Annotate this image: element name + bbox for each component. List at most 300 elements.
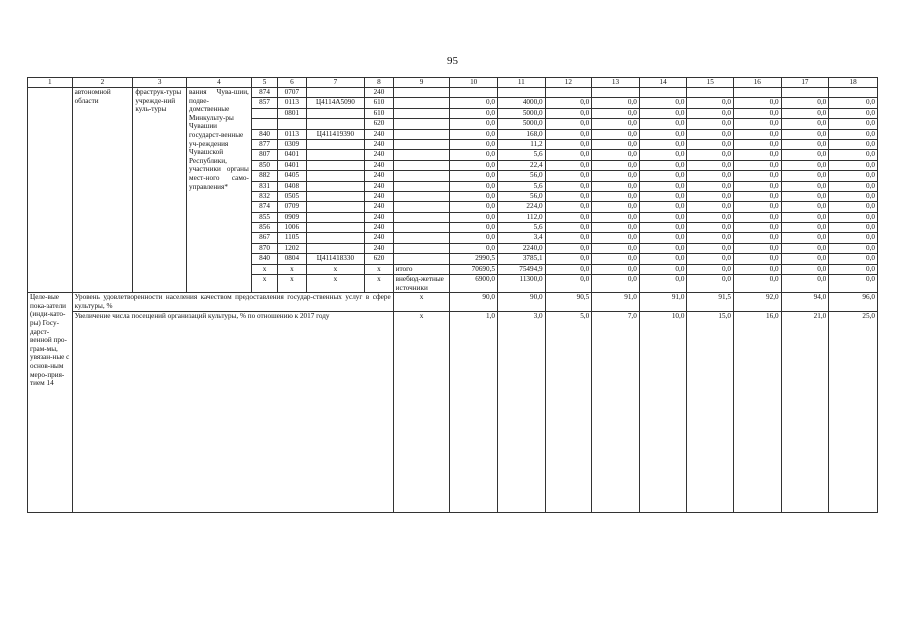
col6-cell: 0401 <box>278 160 306 170</box>
col5-cell: x <box>251 275 277 293</box>
value-cell: 0,0 <box>639 181 687 191</box>
col9-cell <box>393 233 450 243</box>
col9-cell: итого <box>393 264 450 274</box>
col8-cell: 240 <box>365 88 393 98</box>
value-cell: 0,0 <box>687 233 734 243</box>
value-cell: 0,0 <box>450 98 498 108</box>
col7-cell <box>306 191 365 201</box>
col8-cell: 240 <box>365 160 393 170</box>
value-cell: 0,0 <box>687 108 734 118</box>
value-cell: 0,0 <box>734 233 782 243</box>
indicator-value: 21,0 <box>781 312 829 513</box>
col5-cell: 874 <box>251 202 277 212</box>
header-row <box>28 78 878 88</box>
col9-cell <box>393 181 450 191</box>
value-cell: 0,0 <box>639 108 687 118</box>
col8-cell: x <box>365 275 393 293</box>
col5-cell: 840 <box>251 129 277 139</box>
value-cell <box>734 88 782 98</box>
indicator-text: Уровень удовлетворенности населения качеством предоставления государ-ственных услуг в сфере культуры, % <box>72 293 393 312</box>
value-cell: 0,0 <box>829 243 878 253</box>
value-cell: 0,0 <box>687 139 734 149</box>
value-cell: 0,0 <box>734 98 782 108</box>
indicator-value: 3,0 <box>497 312 545 513</box>
value-cell: 0,0 <box>734 223 782 233</box>
indicator-row <box>28 293 878 312</box>
col9-cell <box>393 243 450 253</box>
value-cell: 56,0 <box>497 171 545 181</box>
value-cell: 0,0 <box>639 275 687 293</box>
value-cell: 0,0 <box>781 160 829 170</box>
value-cell: 0,0 <box>734 181 782 191</box>
indicator-value: 91,5 <box>687 293 734 312</box>
value-cell: 2990,5 <box>450 254 498 264</box>
col7-cell: Ц411418330 <box>306 254 365 264</box>
value-cell: 0,0 <box>829 108 878 118</box>
col8-cell: 240 <box>365 191 393 201</box>
column-header: 7 <box>306 78 365 88</box>
value-cell <box>829 88 878 98</box>
value-cell: 0,0 <box>545 202 592 212</box>
value-cell: 0,0 <box>639 223 687 233</box>
value-cell: 0,0 <box>687 212 734 222</box>
col5-cell: 807 <box>251 150 277 160</box>
value-cell: 56,0 <box>497 191 545 201</box>
value-cell: 0,0 <box>829 139 878 149</box>
value-cell <box>545 88 592 98</box>
value-cell: 0,0 <box>734 254 782 264</box>
col7-cell <box>306 108 365 118</box>
value-cell: 0,0 <box>545 129 592 139</box>
value-cell: 0,0 <box>734 212 782 222</box>
value-cell: 0,0 <box>639 233 687 243</box>
indicator-row <box>28 312 878 513</box>
col6-cell: 0113 <box>278 129 306 139</box>
value-cell: 0,0 <box>592 181 640 191</box>
value-cell: 0,0 <box>687 264 734 274</box>
value-cell: 3785,1 <box>497 254 545 264</box>
indicator-value: 7,0 <box>592 312 640 513</box>
value-cell: 0,0 <box>734 202 782 212</box>
col9-cell <box>393 98 450 108</box>
column-header: 13 <box>592 78 640 88</box>
value-cell: 0,0 <box>734 275 782 293</box>
col5-cell: x <box>251 264 277 274</box>
value-cell: 0,0 <box>545 191 592 201</box>
value-cell: 0,0 <box>829 264 878 274</box>
value-cell: 11,2 <box>497 139 545 149</box>
value-cell: 4000,0 <box>497 98 545 108</box>
column-header: 10 <box>450 78 498 88</box>
value-cell: 0,0 <box>545 275 592 293</box>
col7-cell <box>306 150 365 160</box>
col7-cell <box>306 233 365 243</box>
value-cell: 0,0 <box>734 243 782 253</box>
value-cell: 0,0 <box>639 150 687 160</box>
col6-cell: 0801 <box>278 108 306 118</box>
indicators-label: Целе-вые пока-затели (инди-като-ры) Госу-дарст-венной про-грам-мы, увязан-ные с основ-ным меро-прия-тием 14 <box>28 293 73 513</box>
value-cell: 0,0 <box>781 150 829 160</box>
column-header: 16 <box>734 78 782 88</box>
col9-cell <box>393 171 450 181</box>
col9-cell <box>393 88 450 98</box>
indicator-value: 1,0 <box>450 312 498 513</box>
value-cell: 5000,0 <box>497 119 545 129</box>
value-cell: 0,0 <box>639 254 687 264</box>
col5-cell: 857 <box>251 98 277 108</box>
col8-cell: 620 <box>365 254 393 264</box>
col5-cell: 855 <box>251 212 277 222</box>
value-cell: 0,0 <box>592 264 640 274</box>
col7-cell <box>306 243 365 253</box>
column-header: 14 <box>639 78 687 88</box>
value-cell: 0,0 <box>687 223 734 233</box>
column-header: 17 <box>781 78 829 88</box>
col4-cell: вания Чува-шии, подве-домственные Минкульту-ры Чувашии государст-венные уч-реждения Чувашской Республики, участники органы мест-ного само-управления* <box>187 88 252 293</box>
column-header: 11 <box>497 78 545 88</box>
indicator-value: 90,5 <box>545 293 592 312</box>
value-cell: 0,0 <box>450 171 498 181</box>
indicator-col9: x <box>393 293 450 312</box>
value-cell: 0,0 <box>592 212 640 222</box>
value-cell: 0,0 <box>450 181 498 191</box>
value-cell: 0,0 <box>734 264 782 274</box>
value-cell: 0,0 <box>592 119 640 129</box>
col9-cell <box>393 160 450 170</box>
column-header: 3 <box>133 78 187 88</box>
value-cell: 0,0 <box>734 191 782 201</box>
value-cell: 0,0 <box>687 98 734 108</box>
value-cell: 0,0 <box>781 233 829 243</box>
value-cell: 0,0 <box>639 171 687 181</box>
value-cell <box>497 88 545 98</box>
col7-cell <box>306 88 365 98</box>
value-cell: 75494,9 <box>497 264 545 274</box>
value-cell: 0,0 <box>639 98 687 108</box>
value-cell: 0,0 <box>781 181 829 191</box>
indicator-value: 25,0 <box>829 312 878 513</box>
col5-cell: 867 <box>251 233 277 243</box>
col7-cell <box>306 223 365 233</box>
col9-cell <box>393 212 450 222</box>
col6-cell: 0113 <box>278 98 306 108</box>
col8-cell: 240 <box>365 202 393 212</box>
value-cell: 0,0 <box>734 139 782 149</box>
col5-cell: 856 <box>251 223 277 233</box>
col8-cell: 240 <box>365 212 393 222</box>
col3-cell: фраструк-туры учрежде-ний куль-туры <box>133 88 187 293</box>
value-cell: 0,0 <box>781 129 829 139</box>
value-cell: 0,0 <box>450 150 498 160</box>
col8-cell: 620 <box>365 119 393 129</box>
value-cell: 0,0 <box>734 160 782 170</box>
col8-cell: x <box>365 264 393 274</box>
value-cell: 5,6 <box>497 181 545 191</box>
column-header: 12 <box>545 78 592 88</box>
value-cell <box>639 88 687 98</box>
value-cell: 5,6 <box>497 223 545 233</box>
value-cell: 0,0 <box>687 202 734 212</box>
indicator-value: 15,0 <box>687 312 734 513</box>
col6-cell <box>278 119 306 129</box>
value-cell: 0,0 <box>450 191 498 201</box>
value-cell: 0,0 <box>545 108 592 118</box>
col7-cell <box>306 181 365 191</box>
value-cell: 224,0 <box>497 202 545 212</box>
table-row <box>28 88 878 98</box>
value-cell: 0,0 <box>734 108 782 118</box>
value-cell: 0,0 <box>734 150 782 160</box>
value-cell: 0,0 <box>734 119 782 129</box>
value-cell: 0,0 <box>829 233 878 243</box>
col9-cell <box>393 254 450 264</box>
value-cell: 0,0 <box>639 119 687 129</box>
indicator-text: Увеличение числа посещений организаций культуры, % по отношению к 2017 году <box>72 312 393 513</box>
value-cell: 168,0 <box>497 129 545 139</box>
value-cell: 5000,0 <box>497 108 545 118</box>
indicator-col9: x <box>393 312 450 513</box>
value-cell: 0,0 <box>450 139 498 149</box>
value-cell: 0,0 <box>545 233 592 243</box>
value-cell: 0,0 <box>545 181 592 191</box>
indicator-value: 90,0 <box>450 293 498 312</box>
value-cell: 0,0 <box>829 119 878 129</box>
value-cell: 0,0 <box>639 129 687 139</box>
col6-cell: 0401 <box>278 150 306 160</box>
column-header: 9 <box>393 78 450 88</box>
col7-cell <box>306 119 365 129</box>
value-cell: 0,0 <box>781 275 829 293</box>
value-cell <box>781 88 829 98</box>
value-cell: 0,0 <box>781 191 829 201</box>
col8-cell: 240 <box>365 243 393 253</box>
col7-cell: Ц411419390 <box>306 129 365 139</box>
indicator-value: 92,0 <box>734 293 782 312</box>
value-cell: 0,0 <box>687 119 734 129</box>
value-cell: 0,0 <box>687 181 734 191</box>
col7-cell: x <box>306 264 365 274</box>
col6-cell: 1202 <box>278 243 306 253</box>
value-cell: 0,0 <box>687 275 734 293</box>
col5-cell: 840 <box>251 254 277 264</box>
value-cell: 0,0 <box>781 139 829 149</box>
value-cell: 0,0 <box>592 223 640 233</box>
value-cell: 0,0 <box>781 119 829 129</box>
value-cell: 0,0 <box>450 223 498 233</box>
value-cell: 0,0 <box>450 129 498 139</box>
col6-cell: 0707 <box>278 88 306 98</box>
value-cell: 0,0 <box>450 108 498 118</box>
value-cell: 0,0 <box>687 191 734 201</box>
value-cell: 0,0 <box>545 139 592 149</box>
col7-cell <box>306 139 365 149</box>
indicator-value: 90,0 <box>497 293 545 312</box>
col8-cell: 240 <box>365 233 393 243</box>
col9-cell <box>393 223 450 233</box>
value-cell: 0,0 <box>781 264 829 274</box>
col9-cell <box>393 191 450 201</box>
col9-cell <box>393 202 450 212</box>
value-cell: 0,0 <box>545 98 592 108</box>
value-cell: 0,0 <box>450 119 498 129</box>
value-cell: 0,0 <box>639 160 687 170</box>
indicator-value: 91,0 <box>592 293 640 312</box>
column-header: 8 <box>365 78 393 88</box>
value-cell: 0,0 <box>639 191 687 201</box>
value-cell: 0,0 <box>829 160 878 170</box>
col6-cell: 1105 <box>278 233 306 243</box>
value-cell: 0,0 <box>829 223 878 233</box>
value-cell: 0,0 <box>687 160 734 170</box>
value-cell: 0,0 <box>545 119 592 129</box>
col6-cell: 0804 <box>278 254 306 264</box>
value-cell: 0,0 <box>829 98 878 108</box>
value-cell <box>450 88 498 98</box>
value-cell: 0,0 <box>592 202 640 212</box>
value-cell: 0,0 <box>639 202 687 212</box>
col6-cell: 0709 <box>278 202 306 212</box>
col6-cell: x <box>278 264 306 274</box>
col6-cell: 0309 <box>278 139 306 149</box>
col8-cell: 240 <box>365 129 393 139</box>
value-cell: 0,0 <box>545 150 592 160</box>
col5-cell <box>251 119 277 129</box>
col9-cell <box>393 119 450 129</box>
col7-cell <box>306 202 365 212</box>
col7-cell <box>306 212 365 222</box>
value-cell: 0,0 <box>687 254 734 264</box>
value-cell: 0,0 <box>545 264 592 274</box>
col5-cell: 850 <box>251 160 277 170</box>
value-cell: 0,0 <box>450 212 498 222</box>
indicator-value: 91,0 <box>639 293 687 312</box>
value-cell: 0,0 <box>592 254 640 264</box>
value-cell: 0,0 <box>781 171 829 181</box>
value-cell: 0,0 <box>545 243 592 253</box>
value-cell: 0,0 <box>592 139 640 149</box>
value-cell <box>687 88 734 98</box>
value-cell: 0,0 <box>545 212 592 222</box>
value-cell: 0,0 <box>829 275 878 293</box>
col9-cell <box>393 150 450 160</box>
column-header: 18 <box>829 78 878 88</box>
col1-cell <box>28 88 73 293</box>
value-cell: 11300,0 <box>497 275 545 293</box>
page-number: 95 <box>447 55 458 67</box>
value-cell: 0,0 <box>734 129 782 139</box>
column-header: 2 <box>72 78 133 88</box>
value-cell: 2240,0 <box>497 243 545 253</box>
col8-cell: 240 <box>365 150 393 160</box>
col7-cell: Ц4114А5090 <box>306 98 365 108</box>
col8-cell: 610 <box>365 98 393 108</box>
value-cell: 0,0 <box>829 129 878 139</box>
value-cell: 0,0 <box>592 160 640 170</box>
value-cell: 0,0 <box>734 171 782 181</box>
value-cell: 3,4 <box>497 233 545 243</box>
col6-cell: 1006 <box>278 223 306 233</box>
col5-cell: 882 <box>251 171 277 181</box>
value-cell: 70690,5 <box>450 264 498 274</box>
col9-cell <box>393 108 450 118</box>
value-cell: 0,0 <box>592 129 640 139</box>
col6-cell: 0408 <box>278 181 306 191</box>
value-cell: 0,0 <box>450 160 498 170</box>
value-cell: 0,0 <box>829 202 878 212</box>
data-table <box>27 77 878 513</box>
value-cell: 0,0 <box>829 212 878 222</box>
col8-cell: 240 <box>365 181 393 191</box>
value-cell: 0,0 <box>592 233 640 243</box>
col8-cell: 240 <box>365 223 393 233</box>
value-cell: 0,0 <box>450 243 498 253</box>
value-cell: 0,0 <box>781 202 829 212</box>
col8-cell: 240 <box>365 139 393 149</box>
col6-cell: 0405 <box>278 171 306 181</box>
column-header: 4 <box>187 78 252 88</box>
column-header: 6 <box>278 78 306 88</box>
value-cell: 0,0 <box>829 150 878 160</box>
value-cell: 0,0 <box>545 254 592 264</box>
col5-cell: 831 <box>251 181 277 191</box>
value-cell: 0,0 <box>592 243 640 253</box>
col6-cell: 0505 <box>278 191 306 201</box>
column-header: 15 <box>687 78 734 88</box>
column-header: 5 <box>251 78 277 88</box>
value-cell: 0,0 <box>592 275 640 293</box>
value-cell: 22,4 <box>497 160 545 170</box>
value-cell: 6900,0 <box>450 275 498 293</box>
col8-cell: 610 <box>365 108 393 118</box>
value-cell: 0,0 <box>639 243 687 253</box>
value-cell: 0,0 <box>829 191 878 201</box>
value-cell: 0,0 <box>545 171 592 181</box>
value-cell: 0,0 <box>450 233 498 243</box>
value-cell: 0,0 <box>687 243 734 253</box>
value-cell: 0,0 <box>781 212 829 222</box>
col9-cell <box>393 129 450 139</box>
value-cell: 0,0 <box>687 150 734 160</box>
value-cell: 0,0 <box>781 108 829 118</box>
value-cell: 0,0 <box>829 181 878 191</box>
value-cell: 5,6 <box>497 150 545 160</box>
indicator-value: 16,0 <box>734 312 782 513</box>
value-cell: 0,0 <box>781 254 829 264</box>
value-cell: 0,0 <box>545 160 592 170</box>
value-cell: 0,0 <box>687 129 734 139</box>
value-cell: 0,0 <box>639 212 687 222</box>
col5-cell: 877 <box>251 139 277 149</box>
value-cell: 0,0 <box>829 171 878 181</box>
value-cell: 0,0 <box>781 98 829 108</box>
value-cell: 0,0 <box>781 223 829 233</box>
value-cell: 0,0 <box>592 98 640 108</box>
indicator-value: 96,0 <box>829 293 878 312</box>
col6-cell: x <box>278 275 306 293</box>
value-cell: 0,0 <box>639 139 687 149</box>
value-cell: 0,0 <box>450 202 498 212</box>
value-cell: 0,0 <box>545 223 592 233</box>
col9-cell: внебюд-жетные источники <box>393 275 450 293</box>
col8-cell: 240 <box>365 171 393 181</box>
value-cell: 0,0 <box>639 264 687 274</box>
col5-cell: 874 <box>251 88 277 98</box>
value-cell: 0,0 <box>592 171 640 181</box>
column-header: 1 <box>28 78 73 88</box>
value-cell: 0,0 <box>592 108 640 118</box>
indicator-value: 10,0 <box>639 312 687 513</box>
col2-cell: автономной области <box>72 88 133 293</box>
